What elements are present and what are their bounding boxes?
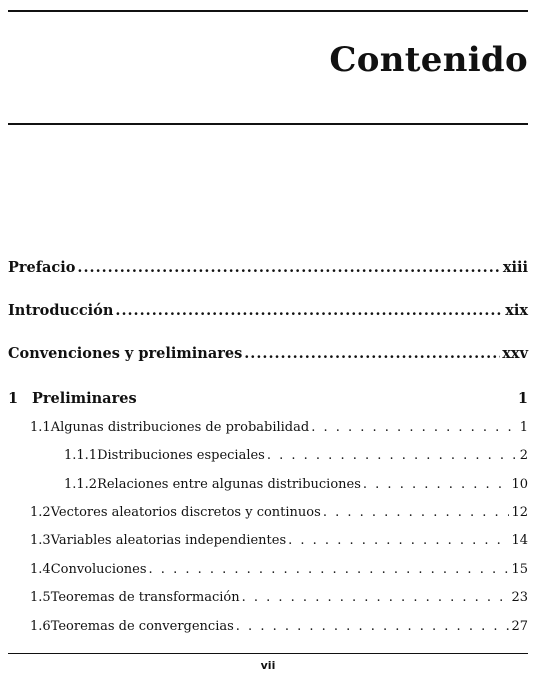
toc-section-page: 27 — [511, 619, 528, 634]
toc-chapter-label: Preliminares — [32, 390, 137, 407]
toc-section-page: 14 — [511, 533, 528, 548]
toc-dot-leader — [363, 477, 510, 492]
toc-entry-page: xxv — [502, 345, 528, 362]
toc-section-1-3 — [8, 533, 528, 548]
toc-section-label: Algunas distribuciones de probabilidad — [50, 420, 310, 435]
toc-entry-page: xiii — [502, 259, 528, 276]
footer-rule — [8, 653, 528, 654]
toc-section-label: Teoremas de convergencias — [50, 619, 234, 634]
toc-dot-leader — [236, 619, 510, 634]
toc-section-label: Vectores aleatorios discretos y continuos — [50, 505, 321, 520]
toc-section-page: 15 — [511, 562, 528, 577]
toc-subsection-label: Distribuciones especiales — [97, 448, 265, 463]
toc-section-number: 1.2 — [30, 505, 51, 520]
header-bottom-rule — [8, 123, 528, 125]
header-top-rule — [8, 10, 528, 12]
toc-section-label: Variables aleatorias independientes — [50, 533, 287, 548]
toc-section-number: 1.1 — [30, 420, 51, 435]
toc-chapter-page: 1 — [517, 390, 528, 407]
toc-entry-introduccion — [8, 302, 528, 319]
toc-entry-convenciones — [8, 345, 528, 362]
toc-section-label: Convoluciones — [50, 562, 147, 577]
toc-section-1-5 — [8, 590, 528, 605]
toc-dot-leader — [149, 562, 510, 577]
toc-entry-label: Introducción — [8, 302, 114, 319]
toc-section-page: 1 — [519, 420, 528, 435]
toc-subsection-1-1-2 — [8, 477, 528, 492]
toc-section-1-4 — [8, 562, 528, 577]
toc-entry-label: Prefacio — [8, 259, 76, 276]
toc-dot-leader — [242, 590, 510, 605]
toc-entry-label: Convenciones y preliminares — [8, 345, 243, 362]
toc-subsection-1-1-1 — [8, 448, 528, 463]
toc-subsection-page: 2 — [519, 448, 528, 463]
toc-chapter-number: 1 — [8, 390, 19, 407]
toc-subsection-page: 10 — [511, 477, 528, 492]
toc-section-number: 1.3 — [30, 533, 51, 548]
toc-subsection-number: 1.1.2 — [64, 477, 98, 492]
toc-chapter-1 — [8, 390, 528, 407]
toc-section-label: Teoremas de transformación — [50, 590, 240, 605]
toc-section-1-1 — [8, 420, 528, 435]
toc-entry-prefacio — [8, 259, 528, 276]
toc-dot-leader — [311, 420, 518, 435]
toc-dot-leader — [115, 302, 503, 319]
toc-dot-leader — [244, 345, 500, 362]
toc-dot-leader — [288, 533, 509, 548]
toc-section-number: 1.6 — [30, 619, 51, 634]
toc-section-1-6 — [8, 619, 528, 634]
page-number: vii — [260, 659, 276, 672]
toc-section-number: 1.5 — [30, 590, 51, 605]
toc-section-number: 1.4 — [30, 562, 51, 577]
toc-entry-page: xix — [505, 302, 528, 319]
toc-dot-leader — [77, 259, 500, 276]
page-title: Contenido — [329, 40, 528, 80]
toc-section-1-2 — [8, 505, 528, 520]
toc-section-page: 23 — [511, 590, 528, 605]
toc-dot-leader — [323, 505, 510, 520]
toc-section-page: 12 — [511, 505, 528, 520]
toc-subsection-number: 1.1.1 — [64, 448, 98, 463]
toc-subsection-label: Relaciones entre algunas distribuciones — [97, 477, 361, 492]
toc-dot-leader — [267, 448, 518, 463]
